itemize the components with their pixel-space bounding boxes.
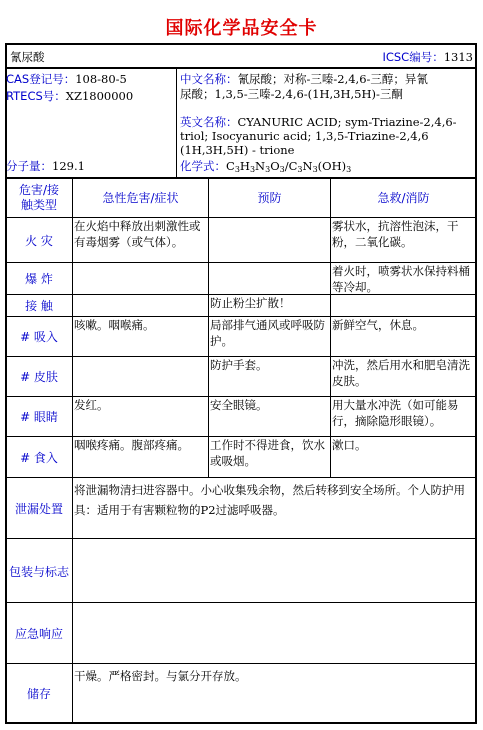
chemical-name: 氰尿酸 <box>10 50 45 64</box>
english-name <box>180 115 457 129</box>
inhalation-first-aid-cell: 新鲜空气，休息。 <box>332 318 424 332</box>
divider <box>72 178 73 724</box>
exposure-first-aid-cell <box>332 295 474 316</box>
section-text-storage: 干燥。严格密封。与氯分开存放。 <box>74 669 247 683</box>
icsc-number <box>382 50 473 64</box>
header-prevention: 预防 <box>257 190 282 205</box>
skin-acute-cell <box>74 357 206 396</box>
cn-name-line: 氰尿酸；对称-三嗪-2,4,6-三醇；异氰 <box>237 72 428 86</box>
row-label-fire: 火 灾 <box>25 233 53 248</box>
inhalation-prevention-cell: 局部排气通风或呼吸防护。 <box>210 318 325 348</box>
divider <box>5 477 477 478</box>
explosion-prevention-cell <box>210 263 328 294</box>
fire-acute-cell: 在火焰中释放出刺激性或有毒烟雾（或气体）。 <box>74 219 201 249</box>
rtecs-number <box>6 89 133 103</box>
divider <box>176 67 177 178</box>
row-label-explosion: 爆 炸 <box>25 272 53 286</box>
section-label-emergency: 应急响应 <box>14 627 63 641</box>
ingestion-prevention-cell: 工作时不得进食，饮水或吸烟。 <box>210 438 325 468</box>
explosion-acute-cell <box>74 263 206 294</box>
header-first-aid: 急救/消防 <box>377 190 430 205</box>
mw-label: 分子量： <box>6 159 52 173</box>
chinese-name-line-2: 尿酸；1,3,5-三嗪-2,4,6-(1H,3H,5H)-三酮 <box>180 87 403 101</box>
section-label-packaging: 包装与标志 <box>8 564 69 579</box>
chemical-formula <box>180 159 351 177</box>
exposure-acute-cell <box>74 295 206 316</box>
skin-prevention-cell: 防护手套。 <box>210 358 268 372</box>
cas-label: CAS登记号： <box>6 72 76 86</box>
en-name-line: CYANURIC ACID; sym-Triazine-2,4,6- <box>237 115 457 129</box>
header-acute-hazards: 急性危害/症状 <box>102 190 179 205</box>
divider <box>208 178 209 478</box>
icsc-value: 1313 <box>443 50 473 64</box>
formula-value: $C_3H_3N_3O_3/C_3N_3(OH)_3$ <box>226 159 352 174</box>
formula-label: 化学式： <box>180 159 226 173</box>
section-text-spillage: 将泄漏物清扫进容器中。小心收集残余物，然后转移到安全场所。个人防护用具：适用于有害颗粒物的P2过滤呼吸器。 <box>74 483 465 517</box>
icsc-label: ICSC编号： <box>382 50 444 64</box>
exposure-prevention-cell: 防止粉尘扩散！ <box>210 296 291 310</box>
inhalation-acute-cell: 咳嗽。咽喉痛。 <box>74 318 155 332</box>
section-label-spillage: 泄漏处置 <box>14 502 63 516</box>
fire-prevention-cell <box>210 218 328 262</box>
molecular-weight <box>6 159 85 173</box>
row-label-eyes: # 眼睛 <box>20 410 58 424</box>
cn-name-label: 中文名称： <box>180 72 238 86</box>
section-text-packaging <box>74 541 474 602</box>
ingestion-acute-cell: 咽喉疼痛。腹部疼痛。 <box>74 438 189 452</box>
english-name-line-2: triol; Isocyanuric acid; 1,3,5-Triazine-2,4,6 <box>180 129 429 143</box>
divider <box>330 178 331 478</box>
divider <box>5 538 477 539</box>
mw-value: 129.1 <box>52 159 85 173</box>
row-label-skin: # 皮肤 <box>20 370 58 384</box>
section-label-storage: 储存 <box>26 687 51 701</box>
ingestion-first-aid-cell: 漱口。 <box>332 438 367 452</box>
divider <box>5 663 477 664</box>
header-hazard-type: 危害/接触类型 <box>18 183 60 212</box>
row-label-ingestion: # 食入 <box>20 450 58 465</box>
eyes-prevention-cell: 安全眼镜。 <box>210 398 268 412</box>
english-name-line-3: (1H,3H,5H) - trione <box>180 143 295 157</box>
fire-first-aid-cell: 雾状水，抗溶性泡沫，干粉，二氧化碳。 <box>332 219 459 249</box>
card-title: 国际化学品安全卡 <box>165 18 318 39</box>
rtecs-value: XZ1800000 <box>65 89 134 103</box>
row-label-exposure: 接 触 <box>25 299 53 313</box>
rtecs-label: RTECS号： <box>6 89 66 103</box>
divider <box>5 67 477 69</box>
skin-first-aid-cell: 冲洗，然后用水和肥皂清洗皮肤。 <box>332 358 470 388</box>
divider <box>5 602 477 603</box>
en-name-label: 英文名称： <box>180 115 238 129</box>
explosion-first-aid-cell: 着火时，喷雾状水保持料桶等冷却。 <box>332 264 470 294</box>
chinese-name <box>180 72 428 86</box>
row-label-inhalation: # 吸入 <box>20 330 58 344</box>
eyes-acute-cell: 发红。 <box>74 398 109 412</box>
cas-number <box>6 72 127 86</box>
cas-value: 108-80-5 <box>75 72 127 86</box>
section-text-emergency <box>74 605 474 663</box>
eyes-first-aid-cell: 用大量水冲洗（如可能易行，摘除隐形眼镜）。 <box>332 398 459 428</box>
